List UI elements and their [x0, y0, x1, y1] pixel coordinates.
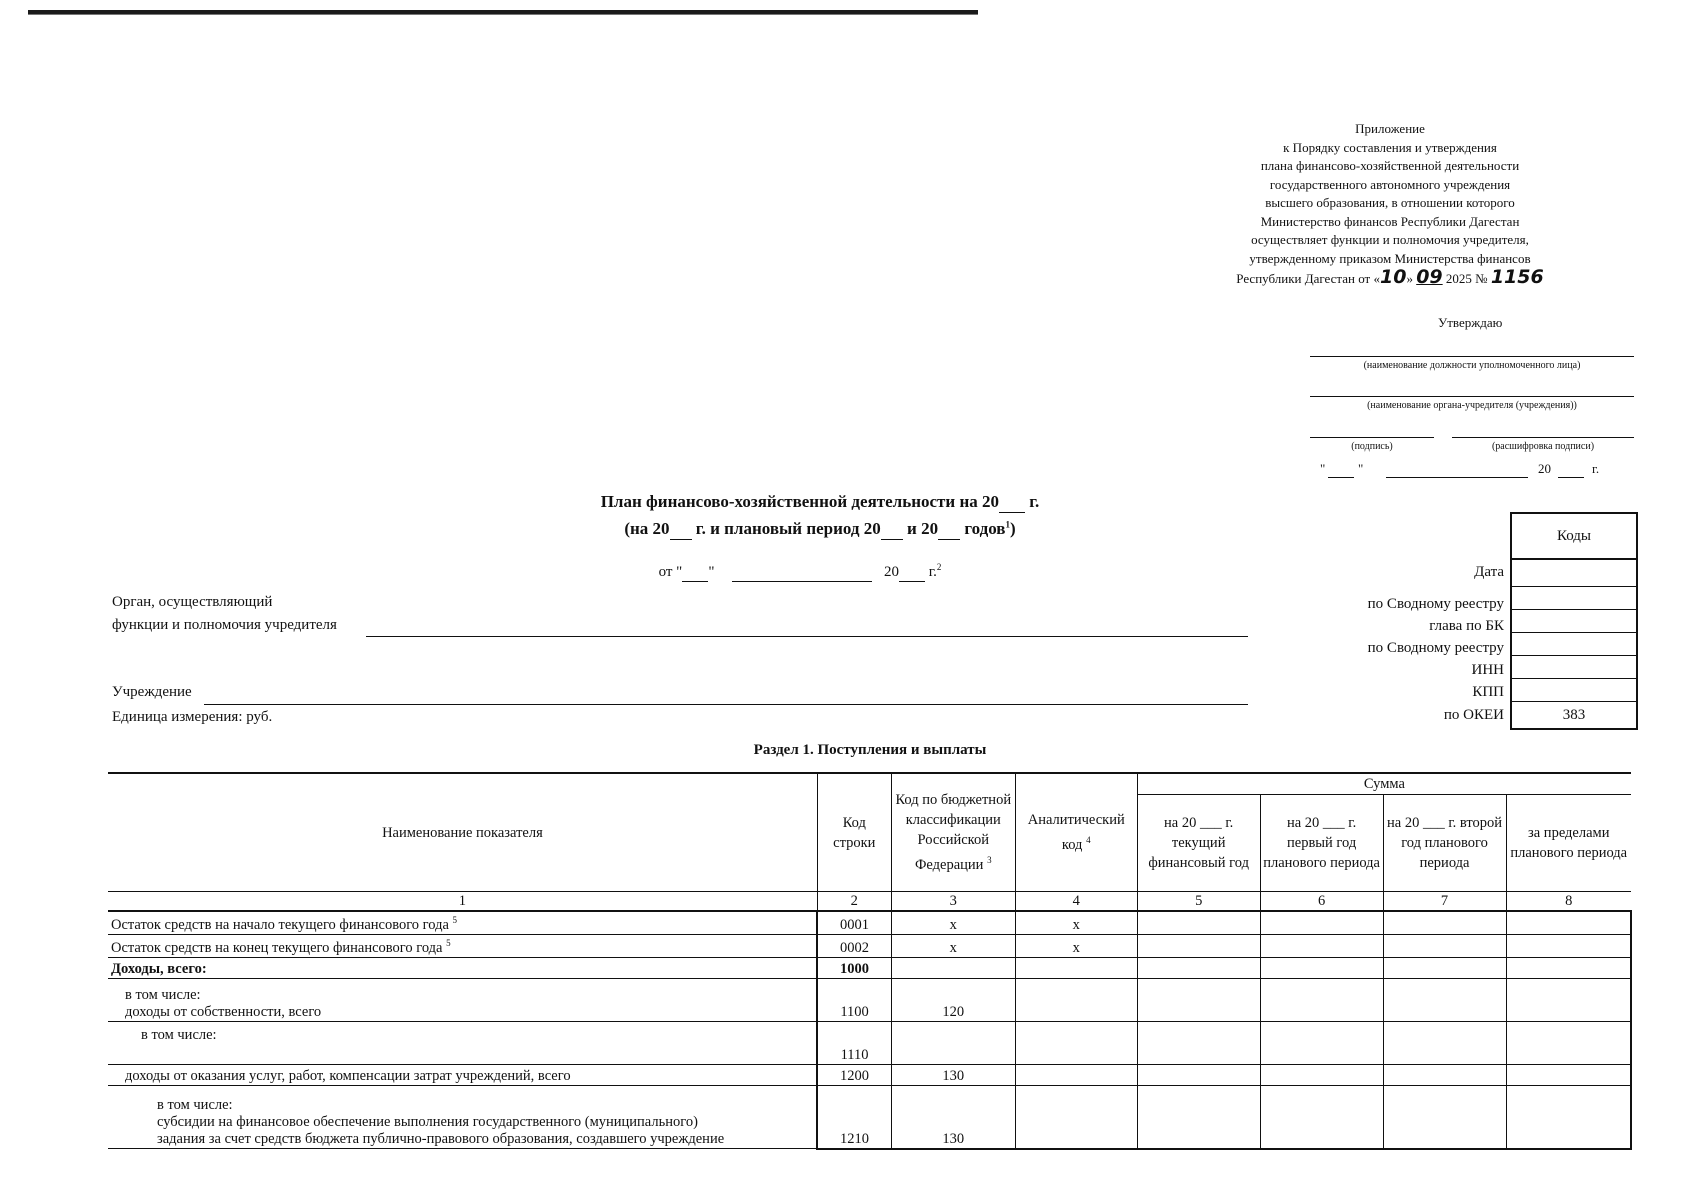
row-name: Доходы, всего: — [108, 958, 817, 979]
appendix-line: плана финансово-хозяйственной деятельности — [1260, 158, 1520, 173]
subtitle-part-c: и 20 — [907, 519, 939, 538]
appendix-line: к Порядку составления и утверждения — [1283, 139, 1497, 155]
row-analytic — [1015, 1022, 1137, 1065]
code-value-inn[interactable] — [1512, 655, 1636, 678]
row-value-cell[interactable] — [1506, 958, 1631, 979]
row-value-cell[interactable] — [1137, 935, 1260, 958]
row-name-text: субсидии на финансовое обеспечение выполнения государственного (муниципального) — [157, 1114, 698, 1130]
row-code: 0002 — [817, 935, 891, 958]
receipts-payments-table — [108, 772, 1632, 1150]
appendix-line: государственного автономного учреждения — [1269, 176, 1511, 192]
row-value-cell[interactable] — [1506, 911, 1631, 935]
row-code: 1210 — [817, 1086, 891, 1149]
row-value-cell[interactable] — [1260, 1065, 1383, 1086]
row-analytic: x — [1015, 935, 1137, 958]
row-name-text: Остаток средств на конец текущего финансового года — [111, 940, 443, 956]
row-value-cell[interactable] — [1506, 935, 1631, 958]
row-value-cell[interactable] — [1260, 958, 1383, 979]
code-value-okei[interactable]: 383 — [1512, 701, 1636, 728]
index-cell: 4 — [1015, 892, 1137, 912]
row-kbk — [891, 1022, 1015, 1065]
row-kbk: 130 — [891, 1065, 1015, 1086]
plan-date-year: 20 — [883, 564, 899, 580]
row-value-cell[interactable] — [1137, 911, 1260, 935]
header-analytic — [1015, 773, 1137, 892]
index-cell: 7 — [1383, 892, 1506, 912]
subtitle-end: ) — [1010, 519, 1016, 538]
row-name — [108, 911, 817, 935]
subtitle-part-b: г. и плановый период 20 — [695, 519, 881, 538]
code-label-kpp: КПП — [1472, 684, 1504, 700]
order-num-sign: № — [1475, 271, 1488, 286]
row-value-cell[interactable] — [1506, 979, 1631, 1022]
header-col7: на 20 ___ г. второй год планового периода — [1383, 795, 1506, 892]
decode-line[interactable] — [1452, 437, 1634, 438]
organ-caption: (наименование органа-учредителя (учреждения)) — [1367, 400, 1577, 411]
row-analytic — [1015, 979, 1137, 1022]
table-row — [108, 935, 1631, 958]
position-line[interactable] — [1310, 356, 1634, 357]
plan-date — [600, 562, 1000, 582]
row-kbk: x — [891, 911, 1015, 935]
position-caption: (наименование должности уполномоченного лица) — [1363, 360, 1581, 371]
row-code: 0001 — [817, 911, 891, 935]
index-cell: 1 — [108, 892, 817, 912]
approve-year-prefix: 20 — [1538, 461, 1551, 476]
row-value-cell[interactable] — [1137, 979, 1260, 1022]
header-kbk-text: Код по бюджетной классификации Российской Федерации — [895, 792, 1012, 873]
appendix-line: Приложение — [1355, 121, 1425, 136]
header-sum: Сумма — [1137, 773, 1631, 795]
order-month: 09 — [1416, 266, 1443, 288]
index-cell: 3 — [891, 892, 1015, 912]
row-kbk: 120 — [891, 979, 1015, 1022]
code-value-date[interactable] — [1512, 560, 1636, 586]
header-kbk — [891, 773, 1015, 892]
row-analytic — [1015, 958, 1137, 979]
index-cell: 5 — [1137, 892, 1260, 912]
appendix-last-prefix: Республики Дагестан от — [1236, 271, 1371, 286]
header-col5: на 20 ___ г. текущий финансовый год — [1137, 795, 1260, 892]
decode-caption: (расшифровка подписи) — [1491, 441, 1595, 452]
codes-box — [1510, 512, 1638, 730]
row-value-cell[interactable] — [1383, 911, 1506, 935]
row-name — [108, 979, 817, 1022]
approve-date-close: " — [1358, 461, 1364, 476]
row-analytic — [1015, 1086, 1137, 1149]
plan-date-footnote: 2 — [936, 562, 942, 572]
header-analytic-note: 4 — [1086, 835, 1091, 846]
row-value-cell[interactable] — [1260, 911, 1383, 935]
institution-label: Учреждение — [112, 684, 192, 700]
code-value-registry[interactable] — [1512, 586, 1636, 609]
plan-title-end: г. — [1029, 492, 1040, 511]
index-cell: 2 — [817, 892, 891, 912]
index-cell: 8 — [1506, 892, 1631, 912]
row-subheading: в том числе: — [141, 1027, 217, 1043]
row-analytic: x — [1015, 911, 1137, 935]
code-label-bk: глава по БК — [1429, 618, 1504, 634]
institution-field-line[interactable] — [204, 704, 1248, 705]
section-title: Раздел 1. Поступления и выплаты — [753, 742, 987, 758]
row-value-cell[interactable] — [1137, 1065, 1260, 1086]
row-code: 1100 — [817, 979, 891, 1022]
row-name-text: доходы от собственности, всего — [125, 1004, 322, 1020]
unit-label: Единица измерения: руб. — [112, 709, 273, 725]
row-name — [108, 935, 817, 958]
row-name — [108, 1086, 817, 1149]
row-name-text: задания за счет средств бюджета публично-правового образования, создавшего учреждение — [157, 1131, 725, 1147]
row-value-cell[interactable] — [1383, 979, 1506, 1022]
order-year: 2025 — [1445, 271, 1472, 286]
subtitle-footnote: 1 — [1005, 519, 1010, 530]
row-value-cell[interactable] — [1260, 979, 1383, 1022]
row-analytic — [1015, 1065, 1137, 1086]
row-kbk: 130 — [891, 1086, 1015, 1149]
approve-date-open: " — [1320, 461, 1326, 476]
approve-title: Утверждаю — [1438, 315, 1503, 330]
plan-title — [560, 492, 1080, 513]
index-row — [108, 892, 1631, 912]
code-label-okei: по ОКЕИ — [1443, 707, 1504, 723]
header-col6: на 20 ___ г. первый год планового периода — [1260, 795, 1383, 892]
plan-date-g: г. — [928, 564, 937, 580]
appendix-line: осуществляет функции и полномочия учредителя, — [1251, 232, 1529, 247]
organ-label-1: Орган, осуществляющий — [112, 594, 273, 610]
row-value-cell[interactable] — [1260, 1086, 1383, 1149]
row-footnote: 5 — [446, 938, 451, 949]
row-value-cell[interactable] — [1383, 1065, 1506, 1086]
order-number: 1156 — [1490, 266, 1544, 288]
row-name: доходы от оказания услуг, работ, компенсации затрат учреждений, всего — [108, 1065, 817, 1086]
code-value-registry-2[interactable] — [1512, 632, 1636, 655]
row-value-cell[interactable] — [1383, 958, 1506, 979]
row-value-cell[interactable] — [1137, 958, 1260, 979]
plan-date-from: от " — [658, 564, 683, 580]
approve-day-line[interactable] — [1328, 477, 1354, 478]
approve-month-line[interactable] — [1386, 477, 1528, 478]
row-code: 1000 — [817, 958, 891, 979]
row-value-cell[interactable] — [1260, 1022, 1383, 1065]
row-kbk — [891, 958, 1015, 979]
code-label-inn: ИНН — [1471, 662, 1504, 678]
table-row — [108, 911, 1631, 935]
row-value-cell[interactable] — [1506, 1065, 1631, 1086]
code-value-kpp[interactable] — [1512, 678, 1636, 701]
row-name-text — [111, 1044, 814, 1064]
row-subheading: в том числе: — [125, 987, 201, 1003]
header-col8: за пределами планового периода — [1506, 795, 1631, 892]
header-analytic-text: Аналитический код — [1027, 812, 1125, 853]
header-kbk-note: 3 — [987, 855, 992, 866]
plan-title-text: План финансово-хозяйственной деятельности на 20 — [600, 492, 999, 511]
code-label-registry: по Сводному реестру — [1367, 596, 1504, 612]
code-value-bk[interactable] — [1512, 609, 1636, 632]
appendix-line: утвержденному приказом Министерства финансов — [1249, 250, 1531, 266]
appendix-line: высшего образования, в отношении которого — [1265, 195, 1515, 210]
appendix-line: Министерство финансов Республики Дагестан — [1260, 213, 1520, 229]
plan-subtitle — [560, 519, 1080, 540]
row-value-cell[interactable] — [1260, 935, 1383, 958]
index-cell: 6 — [1260, 892, 1383, 912]
codes-header: Коды — [1512, 514, 1636, 560]
table-row — [108, 979, 1631, 1022]
row-code: 1200 — [817, 1065, 891, 1086]
row-value-cell[interactable] — [1137, 1086, 1260, 1149]
organ-line[interactable] — [1310, 396, 1634, 397]
table-row — [108, 1022, 1631, 1065]
order-day: 10 — [1380, 266, 1407, 288]
header-code: Код строки — [817, 773, 891, 892]
table-row — [108, 1065, 1631, 1086]
header-name: Наименование показателя — [108, 773, 817, 892]
row-value-cell[interactable] — [1383, 1022, 1506, 1065]
row-subheading: в том числе: — [157, 1097, 233, 1113]
organ-field-line[interactable] — [366, 636, 1248, 637]
row-value-cell[interactable] — [1506, 1086, 1631, 1149]
organ-label-2: функции и полномочия учредителя — [112, 617, 337, 633]
approve-year-suffix: г. — [1592, 461, 1600, 476]
row-value-cell[interactable] — [1506, 1022, 1631, 1065]
row-value-cell[interactable] — [1137, 1022, 1260, 1065]
appendix-order-line: Республики Дагестан от «10» 09 2025 № 1156 — [1236, 266, 1544, 288]
row-name — [108, 1022, 817, 1065]
row-code: 1110 — [817, 1022, 891, 1065]
approve-year-line[interactable] — [1558, 477, 1584, 478]
plan-date-quote: " — [708, 564, 715, 580]
code-label-date: Дата — [1474, 564, 1504, 580]
signature-line[interactable] — [1310, 437, 1434, 438]
appendix-block — [1180, 120, 1600, 289]
table-row — [108, 1086, 1631, 1149]
row-value-cell[interactable] — [1383, 935, 1506, 958]
subtitle-part-a: (на 20 — [624, 519, 670, 538]
scan-top-edge-thin — [28, 14, 978, 15]
row-value-cell[interactable] — [1383, 1086, 1506, 1149]
row-kbk: x — [891, 935, 1015, 958]
code-label-registry-2: по Сводному реестру — [1367, 640, 1504, 656]
row-name-text: Остаток средств на начало текущего финансового года — [111, 917, 449, 933]
row-footnote: 5 — [452, 915, 458, 926]
table-row — [108, 958, 1631, 979]
signature-caption: (подпись) — [1351, 441, 1393, 452]
subtitle-part-d: годов — [964, 519, 1006, 538]
